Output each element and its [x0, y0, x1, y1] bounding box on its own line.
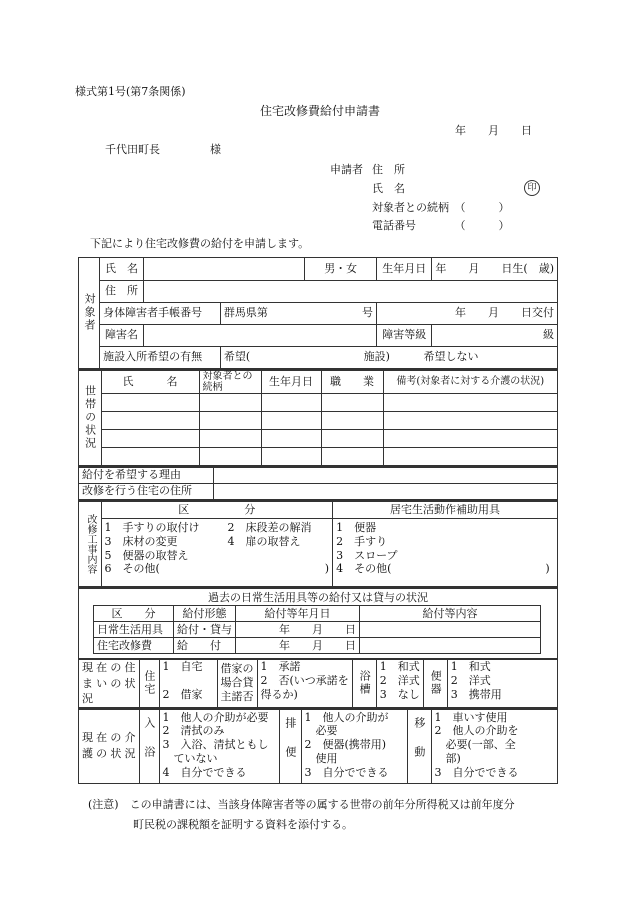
work-option[interactable]: 2 床段差の解消 [227, 521, 312, 534]
date-field[interactable]: 年 月 日 [455, 124, 532, 137]
work-table [79, 500, 557, 588]
applicant-name-label: 氏 名 [372, 182, 405, 195]
issue-date-field[interactable]: 年 月 日交付 [377, 302, 557, 324]
care-label: 現在の介護の状況 [79, 709, 139, 783]
care-bath-option: ていない [162, 751, 218, 765]
handbook-label: 身体障害者手帳番号 [100, 302, 221, 324]
household-table [79, 369, 557, 467]
household-row[interactable] [79, 448, 557, 466]
care-move-option[interactable]: 2 他人の介助を [434, 724, 519, 738]
work-kubun-header: 区 分 [101, 501, 333, 519]
sumai-option[interactable]: 1 自宅 [162, 660, 203, 673]
aid-options[interactable] [333, 519, 557, 587]
work-aid-header: 居宅生活動作補助用具 [333, 501, 557, 519]
rent-options[interactable] [257, 659, 352, 707]
past-col-content: 給付等内容 [360, 606, 541, 622]
reason-field[interactable] [213, 467, 557, 483]
bath-option[interactable]: 3 なし [379, 687, 420, 701]
care-excr-option: 使用 [304, 751, 338, 765]
bath-options[interactable] [376, 659, 423, 707]
past-cell[interactable]: 給付・貸与 [174, 622, 236, 638]
care-move-options[interactable] [431, 709, 557, 783]
toilet-options[interactable] [447, 659, 557, 707]
disability-grade-label: 障害等級 [377, 324, 432, 346]
applicant-address-label: 住 所 [372, 163, 405, 176]
care-table [79, 708, 557, 783]
number-suffix: 号 [362, 306, 374, 320]
birth-field[interactable]: 年 月 日生( 歳) [432, 258, 557, 280]
subject-side-label: 対象者 [79, 258, 100, 368]
applicant-label: 申請者 [330, 163, 363, 176]
household-row[interactable] [79, 412, 557, 430]
toilet-option[interactable]: 3 携帯用 [450, 687, 502, 701]
facility-label: 施設入所希望の有無 [100, 346, 221, 368]
addressee-suffix: 様 [210, 143, 221, 156]
rent-option[interactable]: 1 承諾 [260, 660, 301, 673]
disability-name-field[interactable] [143, 324, 376, 346]
past-cell[interactable] [360, 638, 541, 654]
sumai-options[interactable] [159, 659, 217, 707]
seal-icon: 印 [524, 180, 540, 196]
work-option[interactable]: 1 手すりの取付け [104, 521, 200, 534]
care-bath-options[interactable] [159, 709, 279, 783]
household-row[interactable] [79, 394, 557, 412]
intro-text: 下記により住宅改修費の給付を申請します。 [90, 237, 310, 250]
household-row[interactable] [79, 430, 557, 448]
subject-table [79, 258, 557, 369]
care-excr-option[interactable]: 2 便器(携帯用) [304, 738, 387, 751]
subject-address-label: 住 所 [100, 280, 144, 302]
reform-address-label: 改修を行う住宅の住所 [79, 483, 213, 499]
aid-option[interactable]: 1 便器 [336, 521, 377, 534]
bath-option[interactable]: 1 和式 [379, 660, 420, 673]
facility-wish: 希望( [223, 350, 251, 364]
sumai-label: 住宅 [139, 659, 159, 707]
care-excr-option[interactable]: 1 他人の介助が [304, 710, 389, 724]
phone-label: 電話番号 （ ） [372, 219, 510, 232]
subject-address-field[interactable] [143, 280, 557, 302]
main-form [78, 257, 558, 784]
sex-field[interactable]: 男・女 [305, 258, 377, 280]
col-job: 職 業 [321, 370, 383, 394]
facility-no: 希望しない [423, 350, 479, 364]
col-birth: 生年月日 [261, 370, 321, 394]
care-move-option[interactable]: 1 車いす使用 [434, 710, 508, 724]
past-row[interactable] [94, 638, 541, 654]
col-note: 備考(対象者に対する介護の状況) [383, 370, 557, 394]
household-side-label: 世帯の状況 [79, 370, 101, 466]
care-bath-label: 入浴 [139, 709, 159, 783]
handbook-field[interactable] [220, 302, 376, 324]
aid-option[interactable]: 4 その他( ) [336, 562, 550, 576]
col-relation: 対象者との続柄 [199, 370, 261, 394]
toilet-option[interactable]: 2 洋式 [450, 673, 491, 687]
facility-field[interactable] [220, 346, 557, 368]
care-bath-option[interactable]: 2 清拭のみ [162, 724, 225, 738]
care-move-option: 部) [434, 751, 461, 765]
toilet-option[interactable]: 1 和式 [450, 660, 491, 673]
sumai-option[interactable]: 2 借家 [162, 687, 203, 701]
subject-name-label: 氏 名 [100, 258, 144, 280]
past-cell[interactable]: 年 月 日 [236, 638, 360, 654]
work-options[interactable] [101, 519, 333, 587]
note-line-2: 町民税の課税額を証明する資料を添付する。 [133, 818, 353, 831]
housing-label: 現在の住まいの状況 [79, 659, 139, 707]
aid-option[interactable]: 2 手すり [336, 534, 388, 548]
care-move-label: 移動 [407, 709, 431, 783]
past-col-form: 給付形態 [174, 606, 236, 622]
toilet-label: 便器 [423, 659, 447, 707]
facility-mid: 施設) [363, 350, 390, 364]
prefecture-label: 群馬県第 [223, 306, 268, 320]
form-title: 住宅改修費給付申請書 [260, 104, 381, 118]
past-cell: 住宅改修費 [94, 638, 174, 654]
work-side-label: 改修工事内容 [79, 501, 101, 587]
past-row[interactable] [94, 622, 541, 638]
care-bath-option[interactable]: 4 自分でできる [162, 765, 247, 779]
care-excr-option[interactable]: 3 自分でできる [304, 765, 389, 779]
care-excr-options[interactable] [301, 709, 407, 783]
subject-name-field[interactable] [143, 258, 304, 280]
past-table [93, 605, 541, 654]
addressee: 千代田町長 [105, 143, 160, 156]
work-option[interactable]: 4 扉の取替え [227, 534, 301, 548]
work-option[interactable]: 6 その他( ) [104, 562, 330, 576]
rent-option[interactable]: 2 否(いつ承諾を [260, 673, 349, 687]
past-cell[interactable]: 給 付 [174, 638, 236, 654]
care-excr-label: 排便 [279, 709, 301, 783]
care-excr-option: 必要 [304, 724, 338, 738]
note-line-1: (注意) この申請書には、当該身体障害者等の属する世帯の前年分所得税又は前年度分 [88, 798, 515, 811]
past-section [79, 587, 557, 658]
disability-name-label: 障害名 [100, 324, 144, 346]
disability-grade-field[interactable]: 級 [432, 324, 557, 346]
care-move-option[interactable]: 3 自分でできる [434, 765, 519, 779]
care-bath-option[interactable]: 1 他人の介助が必要 [162, 710, 269, 724]
bath-label: 浴槽 [352, 659, 376, 707]
col-name: 氏 名 [101, 370, 199, 394]
reason-table [79, 466, 557, 500]
rent-label: 借家の場合貸主諾否 [217, 659, 257, 707]
aid-option[interactable]: 3 スロープ [336, 548, 398, 562]
past-col-date: 給付等年月日 [236, 606, 360, 622]
past-cell: 日常生活用具 [94, 622, 174, 638]
relation-label: 対象者との続柄 （ ） [372, 201, 510, 214]
past-cell[interactable] [360, 622, 541, 638]
reform-address-field[interactable] [213, 483, 557, 499]
form-number: 様式第1号(第7条関係) [75, 85, 186, 98]
housing-table [79, 658, 557, 708]
care-bath-option[interactable]: 3 入浴、清拭ともし [162, 738, 269, 751]
past-title: 過去の日常生活用具等の給付又は貸与の状況 [208, 591, 428, 604]
past-cell[interactable]: 年 月 日 [236, 622, 360, 638]
bath-option[interactable]: 2 洋式 [379, 673, 420, 687]
reason-label: 給付を希望する理由 [79, 467, 213, 483]
care-move-option: 必要(一部、全 [434, 738, 516, 751]
birth-label: 生年月日 [377, 258, 432, 280]
work-option[interactable]: 3 床材の変更 [104, 534, 178, 548]
rent-option: 得るか) [260, 687, 298, 701]
past-col-kubun: 区 分 [94, 606, 174, 622]
work-option[interactable]: 5 便器の取替え [104, 548, 189, 562]
